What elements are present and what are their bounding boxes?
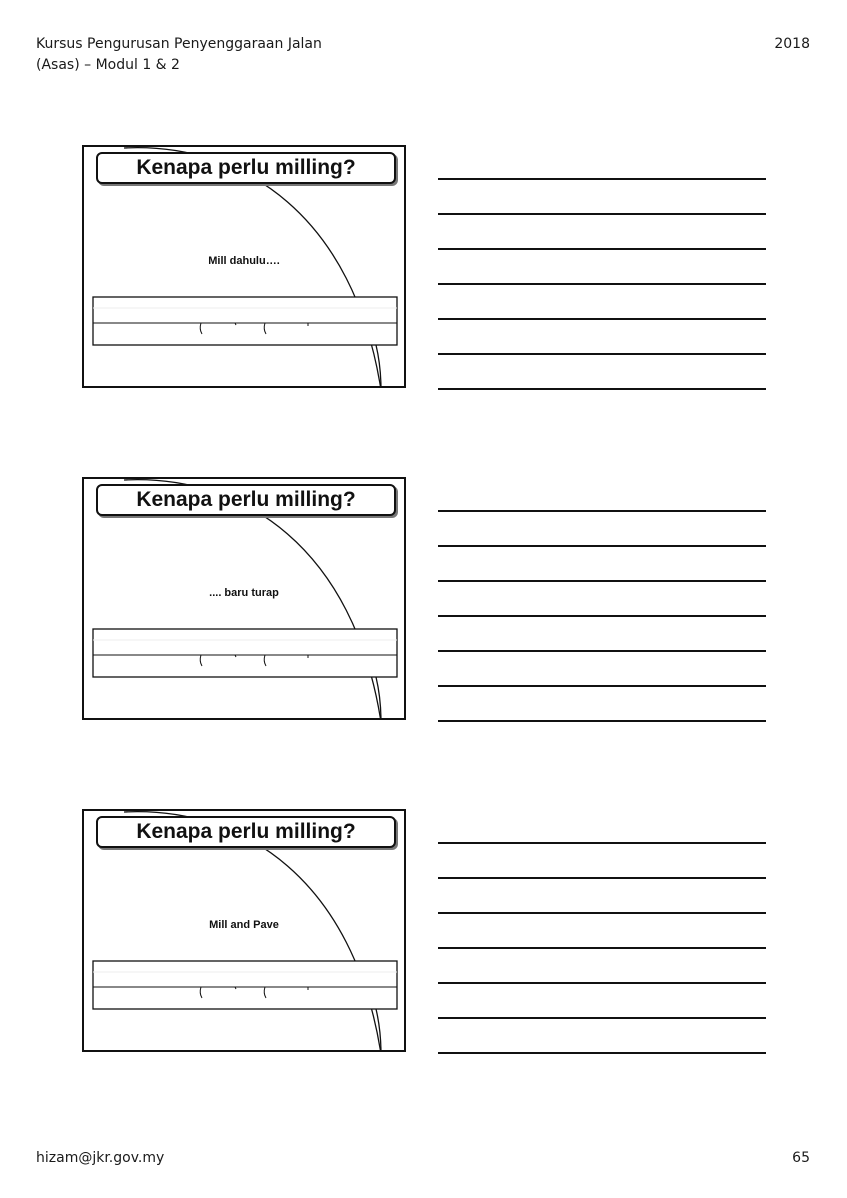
slide-thumbnail-2: [82, 477, 406, 720]
note-line: [438, 720, 766, 722]
note-line: [438, 510, 766, 512]
slide-caption: Mill and Pave: [209, 919, 279, 931]
note-line: [438, 947, 766, 949]
document-header-title: [36, 34, 322, 76]
header-title-line-1: Kursus Pengurusan Penyenggaraan Jalan: [36, 36, 322, 52]
header-year: 2018: [774, 36, 810, 52]
note-line: [438, 1017, 766, 1019]
slide-thumbnail-3: [82, 809, 406, 1052]
note-line: [438, 685, 766, 687]
slide-thumbnail-1: [82, 145, 406, 388]
slide-caption: Mill dahulu….: [208, 255, 280, 267]
note-line: [438, 650, 766, 652]
note-line: [438, 248, 766, 250]
note-line: [438, 615, 766, 617]
note-line: [438, 912, 766, 914]
note-line: [438, 213, 766, 215]
slide-title: Kenapa perlu milling?: [96, 816, 396, 848]
page-number: 65: [792, 1150, 810, 1166]
note-line: [438, 877, 766, 879]
footer-email: hizam@jkr.gov.my: [36, 1150, 165, 1166]
note-line: [438, 388, 766, 390]
slide-title: Kenapa perlu milling?: [96, 484, 396, 516]
note-line: [438, 982, 766, 984]
note-line: [438, 283, 766, 285]
note-line: [438, 580, 766, 582]
note-line: [438, 545, 766, 547]
header-title-line-2: (Asas) – Modul 1 & 2: [36, 57, 180, 73]
note-line: [438, 1052, 766, 1054]
note-line: [438, 842, 766, 844]
slide-caption: .... baru turap: [209, 587, 279, 599]
slide-title: Kenapa perlu milling?: [96, 152, 396, 184]
note-line: [438, 353, 766, 355]
note-line: [438, 178, 766, 180]
note-line: [438, 318, 766, 320]
